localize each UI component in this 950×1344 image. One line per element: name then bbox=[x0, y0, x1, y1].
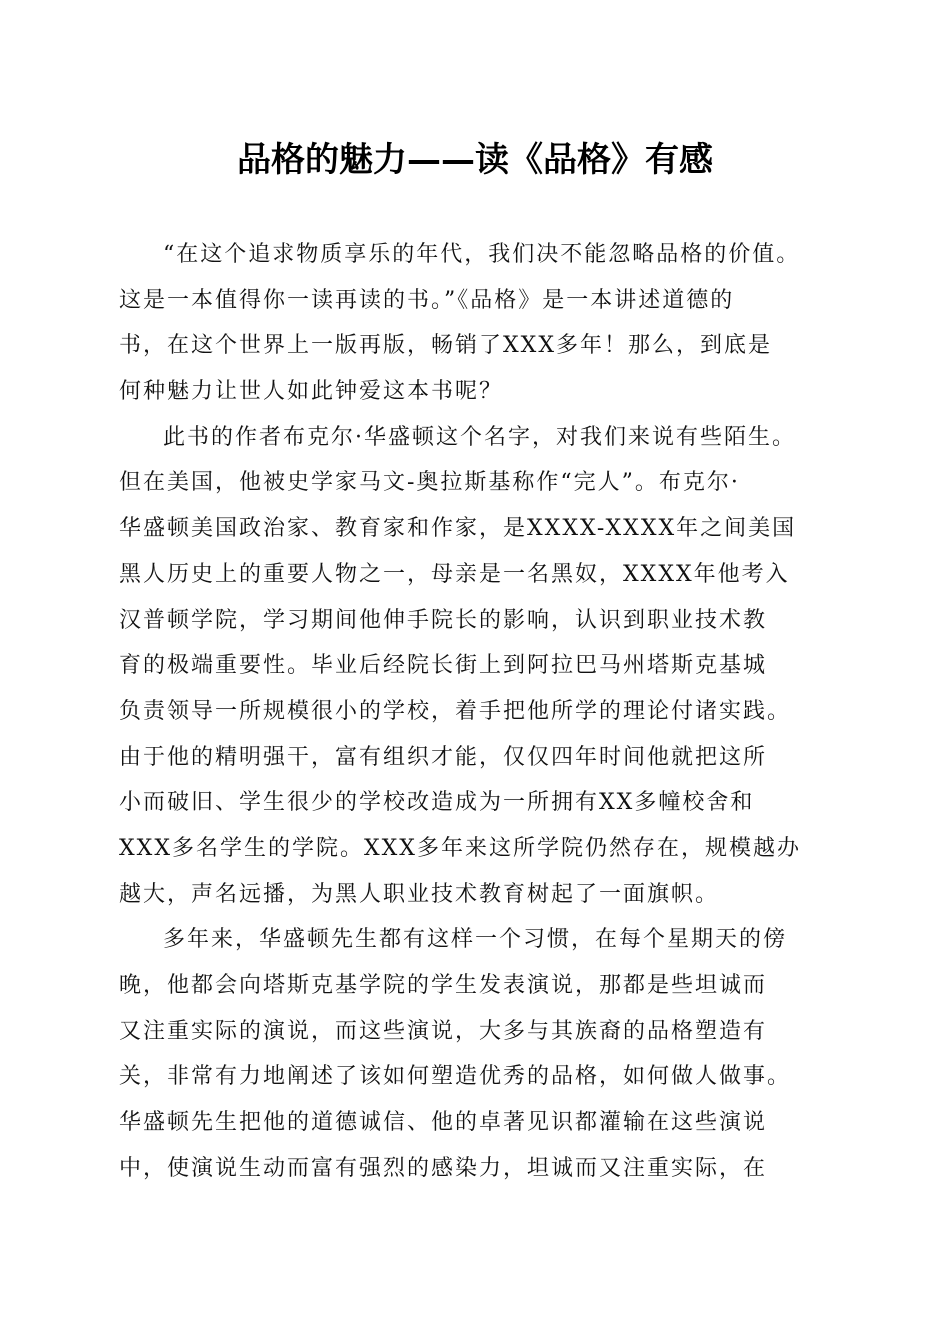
text-line: 但在美国，他被史学家马文-奥拉斯基称作“完人”。布克尔· bbox=[119, 470, 740, 496]
text-line: XXX多名学生的学院。XXX多年来这所学院仍然存在，规模越办 bbox=[119, 835, 801, 861]
text-line: 小而破旧、学生很少的学校改造成为一所拥有XX多幢校舍和 bbox=[119, 790, 755, 816]
text-line: 负责领导一所规模很小的学校，着手把他所学的理论付诸实践。 bbox=[119, 698, 792, 724]
text-line: 华盛顿美国政治家、教育家和作家，是XXXX-XXXX年之间美国 bbox=[119, 516, 797, 542]
text-line: 这是一本值得你一读再读的书。”《品格》是一本讲述道德的 bbox=[119, 287, 735, 313]
text-line: 育的极端重要性。毕业后经院长街上到阿拉巴马州塔斯克基城 bbox=[119, 653, 768, 679]
document-body bbox=[119, 232, 839, 1191]
text-line: 中，使演说生动而富有强烈的感染力，坦诚而又注重实际，在 bbox=[119, 1155, 768, 1181]
text-line: 晚，他都会向塔斯克基学院的学生发表演说，那都是些坦诚而 bbox=[119, 973, 768, 998]
text-line: 由于他的精明强干，富有组织才能，仅仅四年时间他就把这所 bbox=[119, 744, 768, 770]
text-line: 汉普顿学院，学习期间他伸手院长的影响，认识到职业技术教 bbox=[119, 607, 768, 633]
text-line: 黑人历史上的重要人物之一，母亲是一名黑奴，XXXX年他考入 bbox=[119, 561, 790, 587]
text-line: 多年来，华盛顿先生都有这样一个习惯，在每个星期天的傍 bbox=[163, 927, 788, 953]
text-line: 书，在这个世界上一版再版，畅销了XXX多年！那么，到底是 bbox=[119, 333, 772, 359]
text-line: 华盛顿先生把他的道德诚信、他的卓著见识都灌输在这些演说 bbox=[119, 1110, 768, 1136]
document-title: 品格的魅力——读《品格》有感 bbox=[237, 140, 713, 180]
text-line: 又注重实际的演说，而这些演说，大多与其族裔的品格塑造有 bbox=[119, 1018, 768, 1044]
text-line: 关，非常有力地阐述了该如何塑造优秀的品格，如何做人做事。 bbox=[119, 1064, 792, 1090]
text-line: 此书的作者布克尔·华盛顿这个名字，对我们来说有些陌生。 bbox=[163, 424, 796, 450]
text-line: 越大，声名远播，为黑人职业技术教育树起了一面旗帜。 bbox=[119, 881, 720, 907]
text-line: “在这个追求物质享乐的年代，我们决不能忽略品格的价值。 bbox=[163, 242, 801, 267]
text-line: 何种魅力让世人如此钟爱这本书呢？ bbox=[119, 379, 504, 405]
